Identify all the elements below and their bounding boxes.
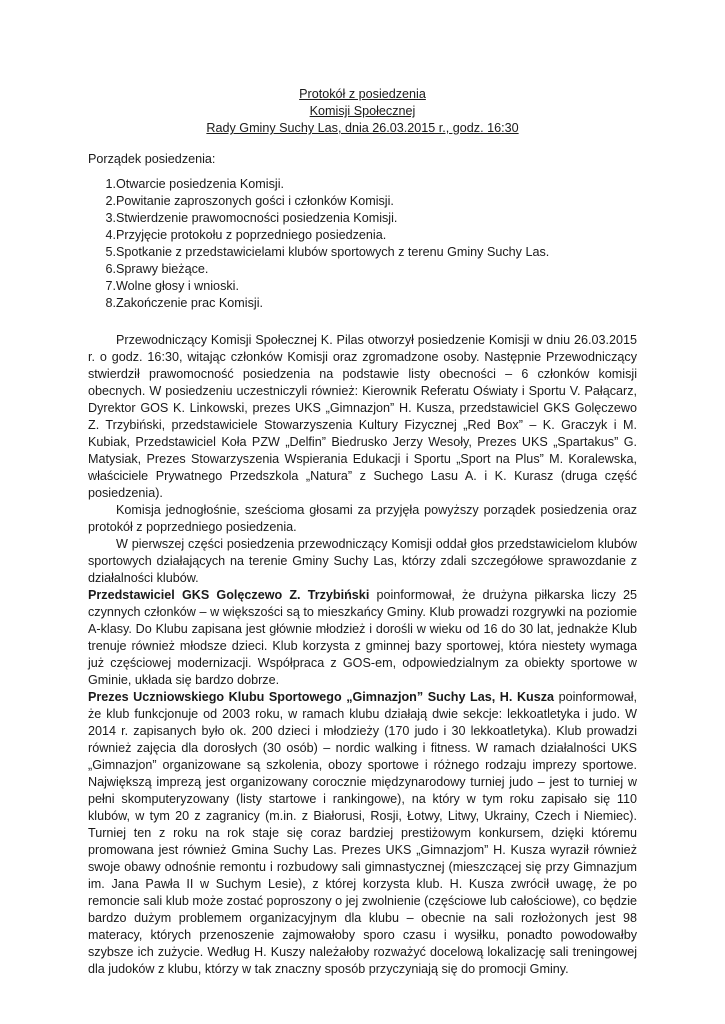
- agenda-item: 8. Zakończenie prac Komisji.: [105, 296, 263, 310]
- title-line-1: Protokół z posiedzenia: [299, 87, 426, 101]
- speaker-uks: Prezes Uczniowskiego Klubu Sportowego „Gimnazjon” Suchy Las, H. Kusza: [88, 690, 555, 704]
- agenda-item: 1. Otwarcie posiedzenia Komisji.: [105, 177, 284, 191]
- document-title: [0, 86, 725, 137]
- agenda-item: 5. Spotkanie z przedstawicielami klubów sportowych z terenu Gminy Suchy Las.: [105, 245, 550, 259]
- title-line-3: Rady Gminy Suchy Las, dnia 26.03.2015 r., godz. 16:30: [206, 121, 519, 135]
- agenda-item: 4. Przyjęcie protokołu z poprzedniego posiedzenia.: [105, 228, 387, 242]
- title-line-2: Komisji Społecznej: [309, 104, 416, 118]
- speaker-gks: Przedstawiciel GKS Golęczewo Z. Trzybiński: [88, 588, 370, 602]
- document-body: [88, 332, 637, 978]
- agenda-item: 3. Stwierdzenie prawomocności posiedzenia Komisji.: [105, 211, 398, 225]
- paragraph-agenda-approval: Komisja jednogłośnie, sześcioma głosami za przyjęła powyższy porządek posiedzenia oraz protokół z poprzedniego posiedzenia.: [88, 503, 637, 534]
- agenda-item: 6. Sprawy bieżące.: [105, 262, 209, 276]
- agenda-label: Porządek posiedzenia:: [88, 152, 216, 166]
- agenda-item: 2. Powitanie zaproszonych gości i członków Komisji.: [105, 194, 394, 208]
- paragraph-opening: Przewodniczący Komisji Społecznej K. Pilas otworzył posiedzenie Komisji w dniu 26.03.2015 r. o godz. 16:30, witając członków Komisji oraz zgromadzone osoby. Następnie Przewodniczący stwierdził prawomocność posiedzenia na podstawie listy obecności – 6 członków komisji obecnych. W posiedzeniu uczestniczyli również: Kierownik Referatu Oświaty i Sportu V. Pałącarz, Dyrektor GOS K. Linkowski, prezes UKS „Gimnazjon” H. Kusza, przedstawiciel GKS Golęczewo Z. Trzybiński, przedstawiciele Stowarzyszenia Kultury Fizycznej „Red Box” – K. Graczyk i M. Kubiak, Przedstawiciel Koła PZW „Delfin” Biedrusko Jerzy Wesoły, Prezes UKS „Spartakus” G. Matysiak, Prezes Stowarzyszenia Wspierania Edukacji i Sportu „Sport na Plus” M. Koralewska, właściciele Prywatnego Przedszkola „Natura” z Suchego Lasu A. i K. Kurasz (druga część posiedzenia).: [88, 333, 637, 500]
- agenda-item: 7. Wolne głosy i wnioski.: [105, 279, 239, 293]
- paragraph-uks-gimnazjon: Prezes Uczniowskiego Klubu Sportowego „Gimnazjon” Suchy Las, H. Kusza poinformował, że klub funkcjonuje od 2003 roku, w ramach klubu działają dwie sekcje: lekkoatletyka i judo. W 2014 r. zapisanych było ok. 200 dzieci i młodzieży (170 judo i 30 lekkoatletyka). Klub prowadzi również zajęcia dla dorosłych (30 osób) – nordic walking i fitness. W ramach działalności UKS „Gimnazjon” organizowane są szkolenia, obozy sportowe i różnego rodzaju imprezy sportowe. Największą imprezą jest organizowany corocznie międzynarodowy turniej judo – jest to turniej w pełni skomputeryzowany (listy startowe i rankingowe), na który w tym roku zapisało się 110 klubów, w tym 20 z zagranicy (m.in. z Białorusi, Rosji, Łotwy, Litwy, Ukrainy, Czech i Niemiec). Turniej ten z roku na rok staje się coraz bardziej prestiżowym konkursem, dzięki któremu promowana jest również Gmina Suchy Las. Prezes UKS „Gimnazjom” H. Kusza wyraził również swoje obawy odnośnie remontu i rozbudowy sali gimnastycznej (mieszczącej się przy Gimnazjum im. Jana Pawła II w Suchym Lesie), z której korzysta klub. H. Kusza zwrócił uwagę, że po remoncie sali klub może zostać poproszony o jej zwolnienie (częściowe lub całościowe), co będzie bardzo dużym problemem organizacyjnym dla klubu – obecnie na sali rozłożonych jest 98 materacy, których przenoszenie zajmowałoby sporo czasu i wysiłku, ponadto powodowałby szybsze ich zużycie. Według H. Kuszy należałoby rozważyć docelową lokalizację sali treningowej dla judoków z klubu, którzy w tak znaczny sposób przyczyniają się do promocji Gminy.: [88, 690, 637, 976]
- paragraph-clubs-intro: W pierwszej części posiedzenia przewodniczący Komisji oddał głos przedstawicielom klubów sportowych działających na terenie Gminy Suchy Las, którzy zdali szczegółowe sprawozdanie z działalności klubów.: [88, 537, 637, 585]
- agenda-list: [88, 176, 549, 312]
- paragraph-gks-golenczewo: Przedstawiciel GKS Golęczewo Z. Trzybiński poinformował, że drużyna piłkarska liczy 25 czynnych członków – w większości są to mieszkańcy Gminy. Klub prowadzi rozgrywki na poziomie A-klasy. Do Klubu zapisana jest głównie młodzież i dorośli w wieku od 16 do 30 lat, jednakże Klub trenuje również młodsze dzieci. Klub korzysta z gminnej bazy sportowej, która niestety wymaga już częściowej modernizacji. Współpraca z GOS-em, odpowiedzialnym za obiekty sportowe w Gminie, układa się bardzo dobrze.: [88, 588, 638, 687]
